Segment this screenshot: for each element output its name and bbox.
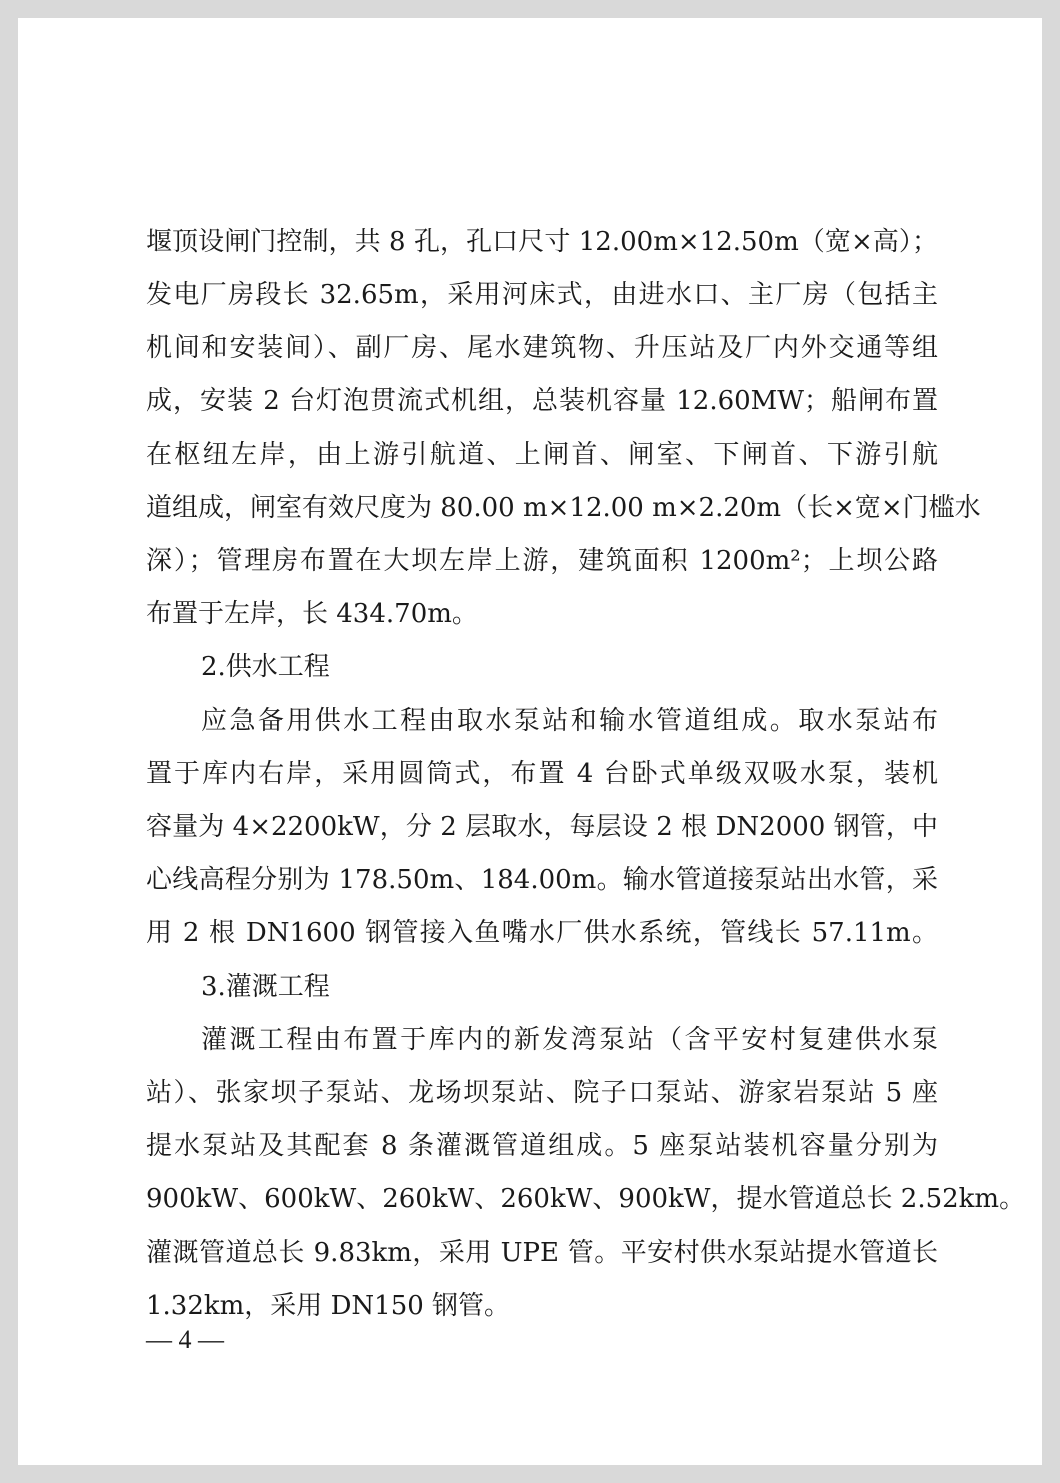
body-text-line: 发电厂房段长 32.65m，采用河床式，由进水口、主厂房（包括主: [146, 280, 938, 310]
body-text-line: 容量为 4×2200kW，分 2 层取水，每层设 2 根 DN2000 钢管，中: [146, 812, 938, 842]
body-text-line: 布置于左岸，长 434.70m。: [146, 599, 478, 629]
body-text-line: 道组成，闸室有效尺度为 80.00 m×12.00 m×2.20m（长×宽×门槛水: [146, 493, 981, 523]
body-text-line: 站）、张家坝子泵站、龙场坝泵站、院子口泵站、游家岩泵站 5 座: [146, 1078, 938, 1108]
body-text-line: 1.32km，采用 DN150 钢管。: [146, 1291, 511, 1321]
body-text-line: 深）；管理房布置在大坝左岸上游，建筑面积 1200m²；上坝公路: [146, 546, 938, 576]
body-text-line: 在枢纽左岸，由上游引航道、上闸首、闸室、下闸首、下游引航: [146, 440, 938, 470]
body-text-line: 灌溉管道总长 9.83km，采用 UPE 管。平安村供水泵站提水管道长: [146, 1238, 938, 1268]
body-text-line: 心线高程分别为 178.50m、184.00m。输水管道接泵站出水管，采: [146, 865, 938, 895]
body-text-line: 机间和安装间）、副厂房、尾水建筑物、升压站及厂内外交通等组: [146, 333, 938, 363]
body-text-line: 用 2 根 DN1600 钢管接入鱼嘴水厂供水系统，管线长 57.11m。: [146, 918, 938, 948]
body-text-line: 900kW、600kW、260kW、260kW、900kW，提水管道总长 2.52km。: [146, 1184, 1026, 1214]
document-page: [18, 18, 1042, 1465]
body-text-line: 提水泵站及其配套 8 条灌溉管道组成。5 座泵站装机容量分别为: [146, 1131, 938, 1161]
body-text-line: 应急备用供水工程由取水泵站和输水管道组成。取水泵站布: [201, 706, 938, 736]
section-heading-irrigation: 3.灌溉工程: [201, 972, 330, 1002]
page-number: — 4 —: [146, 1325, 224, 1354]
section-heading-water-supply: 2.供水工程: [201, 652, 330, 682]
body-text-line: 成，安装 2 台灯泡贯流式机组，总装机容量 12.60MW；船闸布置: [146, 386, 938, 416]
body-text-line: 置于库内右岸，采用圆筒式，布置 4 台卧式单级双吸水泵，装机: [146, 759, 938, 789]
body-text-line: 堰顶设闸门控制，共 8 孔，孔口尺寸 12.00m×12.50m（宽×高）；: [146, 227, 938, 257]
body-text-line: 灌溉工程由布置于库内的新发湾泵站（含平安村复建供水泵: [201, 1025, 938, 1055]
